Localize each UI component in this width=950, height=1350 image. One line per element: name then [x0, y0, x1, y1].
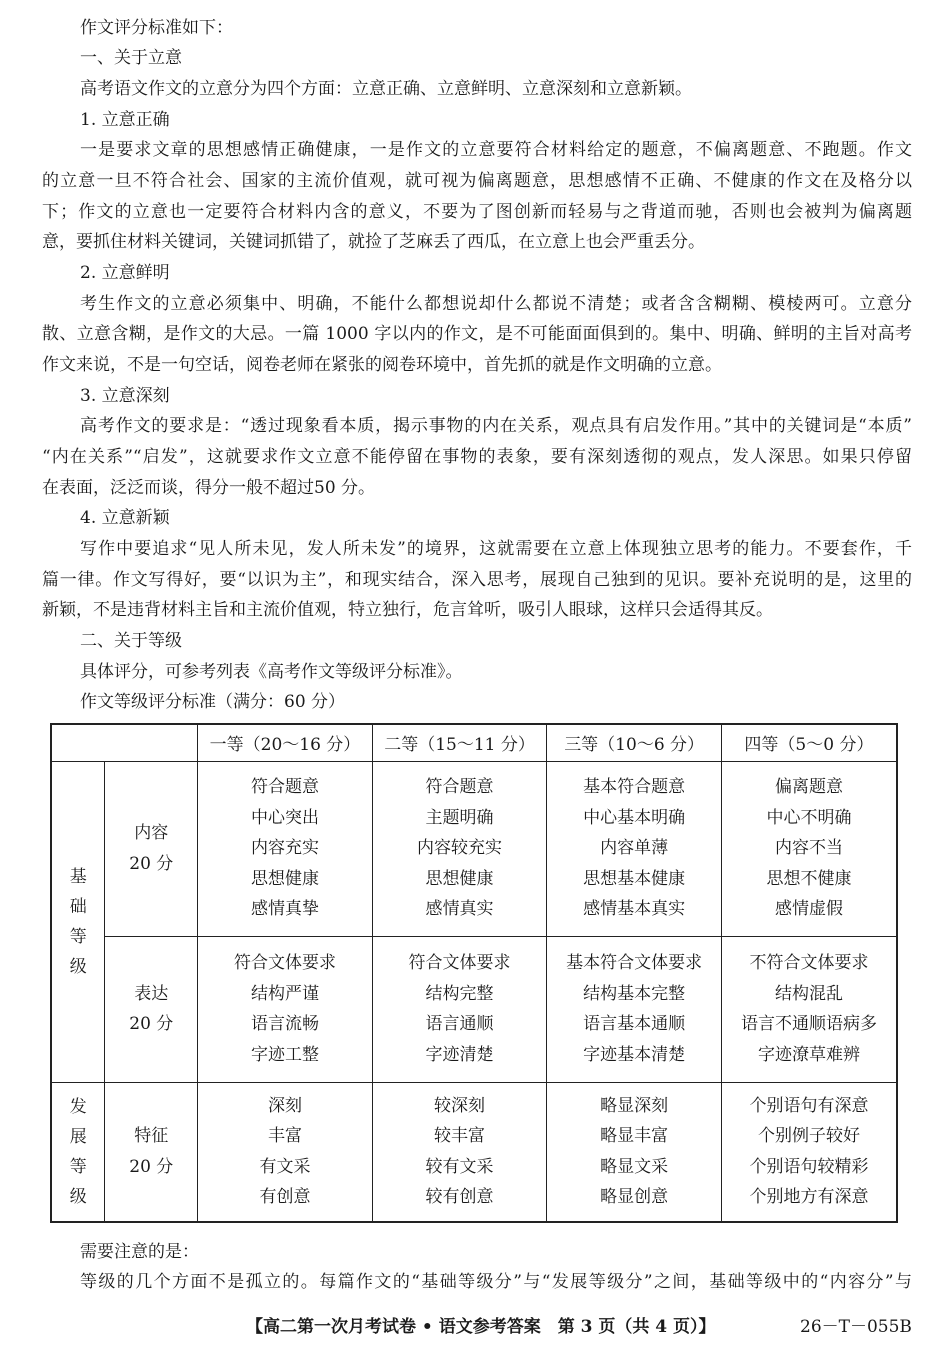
row-label-expression: 表达 20 分: [105, 936, 198, 1082]
para1-line: 下；作文的立意也一定要符合材料内含的意义，不要为了图创新而轻易与之背道而驰，否则也会被判为偏离题: [42, 202, 912, 222]
page-footer-code: 26－T－055B: [800, 1317, 912, 1337]
para1-line: 意，要抓住材料关键词，关键词抓错了，就捡了芝麻丢了西瓜，在立意上也会严重丢分。: [42, 232, 705, 252]
subheading-3: 3. 立意深刻: [80, 386, 170, 406]
group-label-basic: 基 础 等 级: [51, 761, 105, 1082]
para1-line: 的立意一旦不符合社会、国家的主流价值观，就可视为偏离题意，思想感情不正确、不健康的作文在及格分以: [42, 171, 912, 191]
table-header-row: [51, 724, 897, 761]
table-cell: 个别语句有深意 个别例子较好 个别语句较精彩 个别地方有深意: [721, 1082, 897, 1222]
group-label-development: 发 展 等 级: [51, 1082, 105, 1222]
para2-line: 作文来说，不是一句空话，阅卷老师在紧张的阅卷环境中，首先抓的就是作文明确的立意。: [42, 355, 722, 375]
subheading-2: 2. 立意鲜明: [80, 263, 170, 283]
table-cell: 偏离题意 中心不明确 内容不当 思想不健康 感情虚假: [721, 761, 897, 936]
table-cell: 基本符合题意 中心基本明确 内容单薄 思想基本健康 感情基本真实: [547, 761, 722, 936]
header-grade-4: 四等（5～0 分）: [721, 724, 897, 761]
para3-line: 在表面，泛泛而谈，得分一般不超过50 分。: [42, 478, 376, 498]
table-cell: 符合文体要求 结构严谨 语言流畅 字迹工整: [198, 936, 373, 1082]
para3-line: 高考作文的要求是：“透过现象看本质，揭示事物的内在关系，观点具有启发作用。”其中的关键词是“本质”: [80, 416, 912, 436]
header-grade-3: 三等（10～6 分）: [547, 724, 722, 761]
intro-line: 作文评分标准如下：: [80, 18, 233, 38]
overview-line: 高考语文作文的立意分为四个方面：立意正确、立意鲜明、立意深刻和立意新颖。: [80, 79, 692, 99]
note-line: 等级的几个方面不是孤立的。每篇作文的“基础等级分”与“发展等级分”之间，基础等级中的“内容分”与: [80, 1272, 912, 1292]
para2-line: 考生作文的立意必须集中、明确，不能什么都想说却什么都说不清楚；或者含含糊糊、模棱两可。立意分: [80, 294, 912, 314]
row-label-feature: 特征 20 分: [105, 1082, 198, 1222]
table-cell: 符合题意 中心突出 内容充实 思想健康 感情真挚: [198, 761, 373, 936]
corner-cell: [51, 724, 198, 761]
table-row: [51, 1082, 897, 1222]
para3-line: “内在关系”“启发”，这就要求作文立意不能停留在事物的表象，要有深刻透彻的观点，发人深思。如果只停留: [42, 447, 912, 467]
table-cell: 略显深刻 略显丰富 略显文采 略显创意: [547, 1082, 722, 1222]
header-grade-2: 二等（15～11 分）: [372, 724, 547, 761]
table-cell: 符合题意 主题明确 内容较充实 思想健康 感情真实: [372, 761, 547, 936]
table-row: [51, 936, 897, 1082]
page-footer-title: 【高二第一次月考试卷 • 语文参考答案 第 3 页（共 4 页）】: [246, 1317, 716, 1337]
para4-line: 新颖，不是违背材料主旨和主流价值观，特立独行，危言耸听，吸引人眼球，这样只会适得其反。: [42, 600, 773, 620]
table-caption: 作文等级评分标准（满分：60 分）: [80, 692, 346, 712]
table-cell: 不符合文体要求 结构混乱 语言不通顺语病多 字迹潦草难辨: [721, 936, 897, 1082]
para2-line: 散、立意含糊，是作文的大忌。一篇 1000 字以内的作文，是不可能面面俱到的。集中、明确、鲜明的主旨对高考: [42, 324, 912, 344]
reference-line: 具体评分，可参考列表《高考作文等级评分标准》。: [80, 662, 463, 682]
table-cell: 较深刻 较丰富 较有文采 较有创意: [372, 1082, 547, 1222]
subheading-1: 1. 立意正确: [80, 110, 170, 130]
table-cell: 符合文体要求 结构完整 语言通顺 字迹清楚: [372, 936, 547, 1082]
section-heading-1: 一、关于立意: [80, 48, 182, 68]
header-grade-1: 一等（20～16 分）: [198, 724, 373, 761]
para4-line: 写作中要追求“见人所未见，发人所未发”的境界，这就需要在立意上体现独立思考的能力。不要套作，千: [80, 539, 912, 559]
section-heading-2: 二、关于等级: [80, 631, 182, 651]
grading-table: [50, 723, 898, 1223]
subheading-4: 4. 立意新颖: [80, 508, 170, 528]
para4-line: 篇一律。作文写得好，要“以识为主”，和现实结合，深入思考，展现自己独到的见识。要补充说明的是，这里的: [42, 570, 912, 590]
para1-line: 一是要求文章的思想感情正确健康，一是作文的立意要符合材料给定的题意，不偏离题意、不跑题。作文: [80, 140, 912, 160]
row-label-content: 内容 20 分: [105, 761, 198, 936]
table-cell: 基本符合文体要求 结构基本完整 语言基本通顺 字迹基本清楚: [547, 936, 722, 1082]
note-heading: 需要注意的是：: [80, 1242, 199, 1262]
table-cell: 深刻 丰富 有文采 有创意: [198, 1082, 373, 1222]
table-row: [51, 761, 897, 936]
